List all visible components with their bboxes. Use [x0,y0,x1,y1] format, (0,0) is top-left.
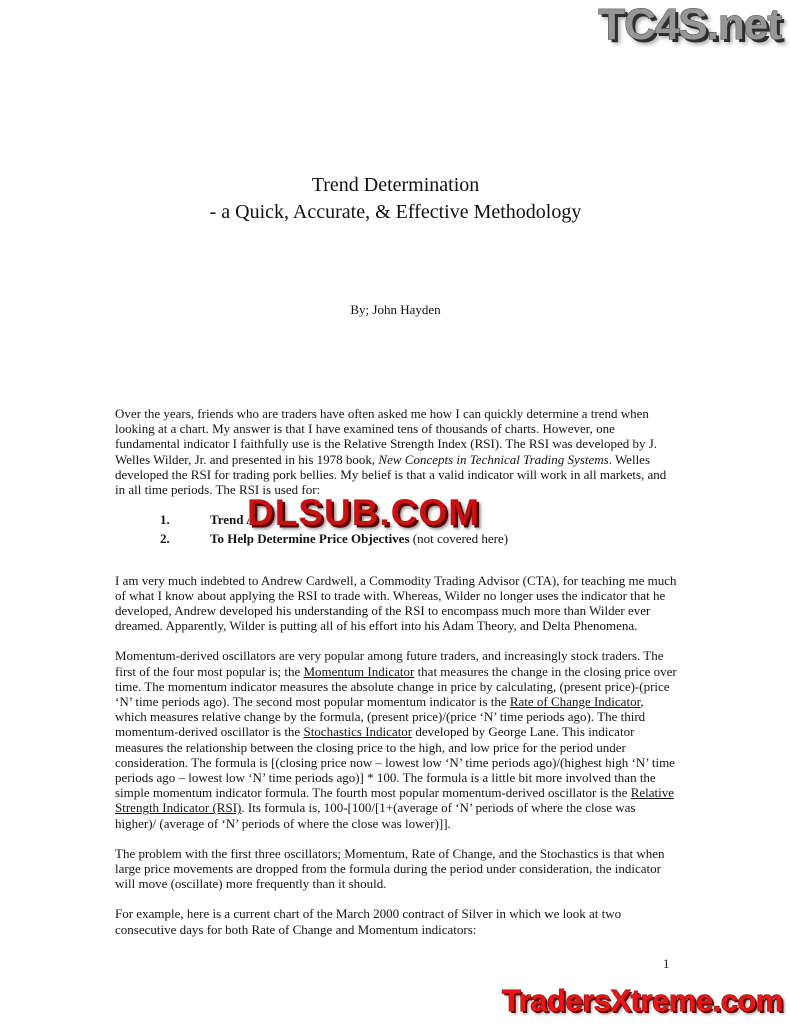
paragraph-oscillators: Momentum-derived oscillators are very popular among future traders, and increasingly stock traders. The first of the four most popular is; the Momentum Indicator that measures the change in the closing price over time. The momentum indicator measures the absolute change in price by calculating, (present price)-(price ‘N’ time periods ago). The second most popular momentum indicator is the Rate of Change Indicator, which measures relative change by the formula, (present price)/(price ‘N’ time periods ago). The third momentum-derived oscillator is the Stochastics Indicator developed by George Lane. This indicator measures the relationship between the closing price to the high, and low price for the period under consideration. The formula is [(closing price now – lowest low ‘N’ time periods ago)/(highest high ‘N’ time periods ago – lowest low ‘N’ time periods ago)] * 100. The formula is a little bit more involved than the simple momentum indicator formula. The fourth most popular momentum-derived oscillator is the Relative Strength Indicator (RSI). Its formula is, 100-[100/[1+(average of ‘N’ periods of where the close was higher)/ (average of ‘N’ periods of where the close was lower)]]. [115,648,677,831]
paragraph-cardwell: I am very much indebted to Andrew Cardwell, a Commodity Trading Advisor (CTA), for teaching me much of what I know about applying the RSI to trade with. Whereas, Wilder no longer uses the indicator that he developed, Andrew developed his understanding of the RSI to encompass much more than Wilder ever dreamed. Apparently, Wilder is putting all of his effort into his Adam Theory, and Delta Phenomena. [115,572,677,634]
paragraph-intro: Over the years, friends who are traders have often asked me how I can quickly determine a trend when looking at a chart. My answer is that I have examined tens of thousands of charts. However, one fundamental indicator I faithfully use is the Relative Strength Index (RSI). The RSI was developed by J. Welles Wilder, Jr. and presented in his 1978 book, New Concepts in Technical Trading Systems. Welles developed the RSI for trading pork bellies. My belief is that a valid indicator will work in all markets, and in all time periods. The RSI is used for: [115,406,667,498]
document-title [0,172,791,226]
tradersxtreme-watermark: TradersXtreme.com [502,983,783,1018]
paragraph-problem: The problem with the first three oscillators; Momentum, Rate of Change, and the Stochastics is that when large price movements are dropped from the formula during the period under consideration, the indicator will move (oscillate) more frequently than it should. [115,845,665,892]
byline: By; John Hayden [350,302,441,317]
title-line-2: - a Quick, Accurate, & Effective Methodology [209,201,582,223]
list-item-1-text: Trend A [210,512,256,528]
title-line-1: Trend Determination [311,174,480,196]
list-item-1-number: 1. [160,512,170,528]
list-item-2-text: To Help Determine Price Objectives (not covered here) [210,531,509,547]
document-body [115,406,677,952]
paragraph-example: For example, here is a current chart of the March 2000 contract of Silver in which we look at two consecutive days for both Rate of Change and Momentum indicators: [115,906,622,937]
page-number: 1 [663,956,670,971]
tc4s-watermark: TC4S.net [598,0,781,49]
dlsub-watermark: DLSUB.COM [247,492,481,533]
list-item-2-number: 2. [160,531,170,547]
